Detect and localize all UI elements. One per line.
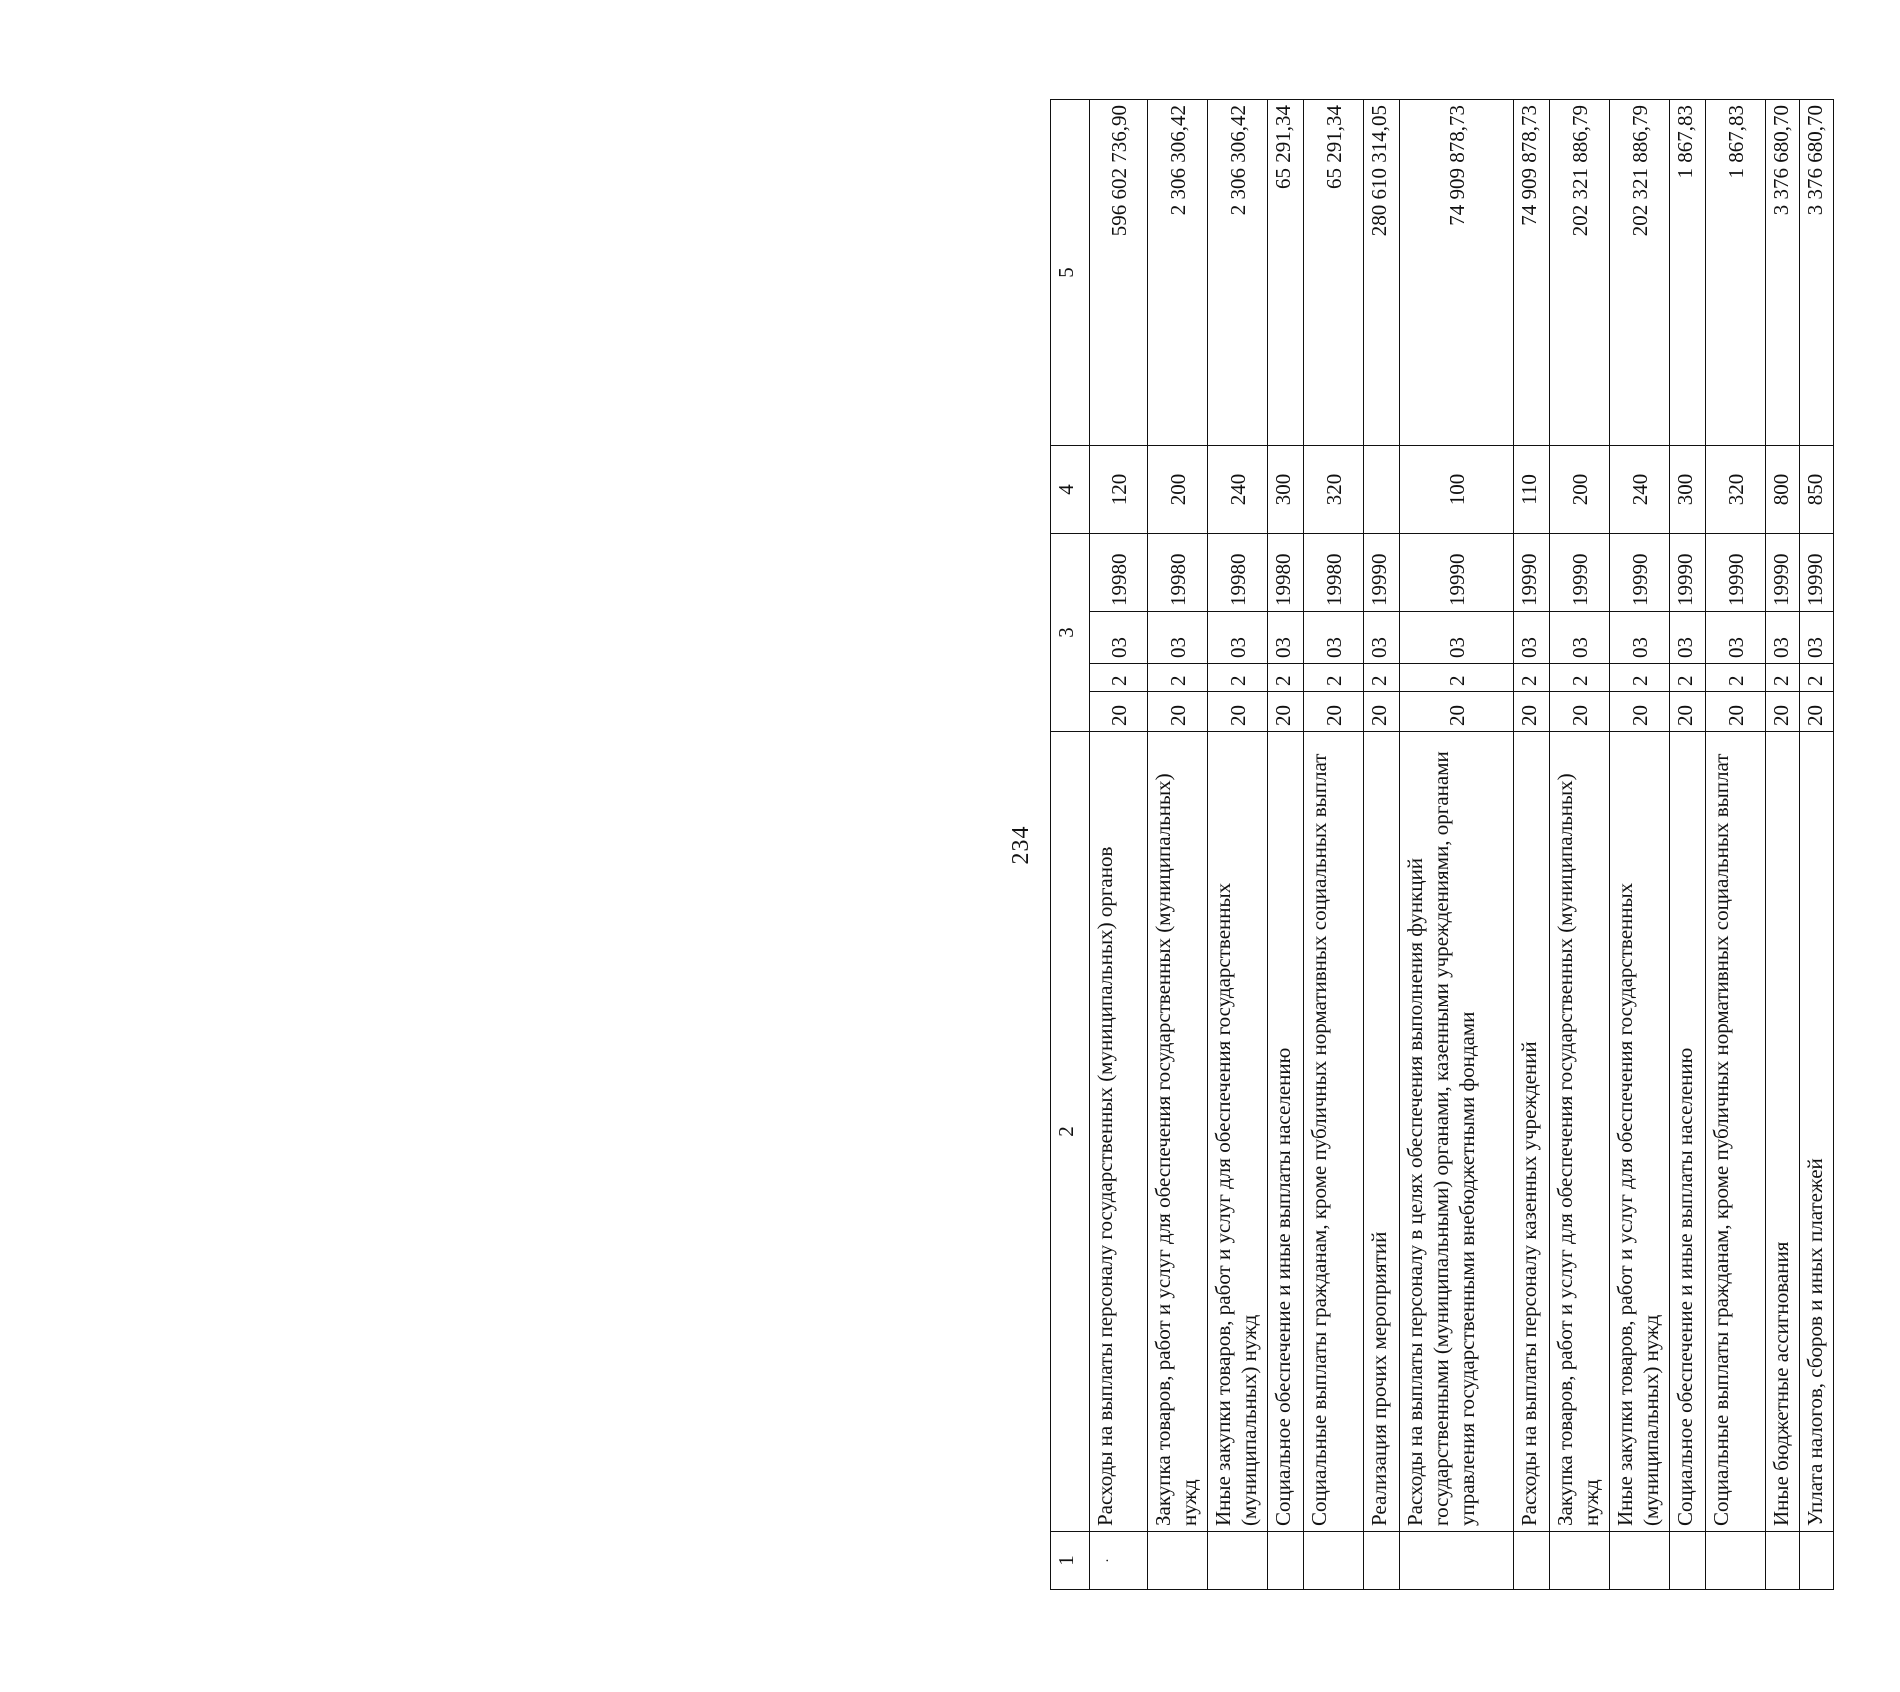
row-number-cell <box>1304 1532 1364 1590</box>
code-direction: 19990 <box>1706 534 1766 612</box>
row-number-cell <box>1800 1532 1834 1590</box>
code-program: 2 <box>1148 664 1208 692</box>
code-direction: 19990 <box>1364 534 1400 612</box>
row-amount: 65 291,34 <box>1268 100 1304 446</box>
row-amount: 65 291,34 <box>1304 100 1364 446</box>
code-section: 20 <box>1550 692 1610 732</box>
code-direction: 19980 <box>1268 534 1304 612</box>
row-number-cell <box>1670 1532 1706 1590</box>
row-expense-type: 100 <box>1400 446 1514 534</box>
row-amount: 74 909 878,73 <box>1400 100 1514 446</box>
code-section: 20 <box>1610 692 1670 732</box>
row-number-cell <box>1400 1532 1514 1590</box>
code-direction: 19990 <box>1514 534 1550 612</box>
row-number-cell <box>1766 1532 1800 1590</box>
row-expense-type: 300 <box>1268 446 1304 534</box>
row-description: Иные закупки товаров, работ и услуг для обеспечения государственных (муниципальных) нужд <box>1208 732 1268 1532</box>
row-number-cell <box>1208 1532 1268 1590</box>
row-description: Расходы на выплаты персоналу казенных учреждений <box>1514 732 1550 1532</box>
code-subprogram: 03 <box>1304 612 1364 664</box>
row-expense-type: 300 <box>1670 446 1706 534</box>
code-section: 20 <box>1766 692 1800 732</box>
code-program: 2 <box>1800 664 1834 692</box>
code-direction: 19980 <box>1090 534 1148 612</box>
row-expense-type: 120 <box>1090 446 1148 534</box>
row-number-cell: . <box>1090 1532 1148 1590</box>
row-description: Закупка товаров, работ и услуг для обеспечения государственных (муниципальных) нужд <box>1148 732 1208 1532</box>
code-section: 20 <box>1304 692 1364 732</box>
code-program: 2 <box>1090 664 1148 692</box>
code-program: 2 <box>1208 664 1268 692</box>
row-amount: 1 867,83 <box>1706 100 1766 446</box>
header-col-3: 3 <box>1051 534 1090 732</box>
header-col-5: 5 <box>1051 100 1090 446</box>
code-section: 20 <box>1514 692 1550 732</box>
table-row <box>1706 100 1766 1590</box>
row-amount: 3 376 680,70 <box>1800 100 1834 446</box>
table-row <box>1800 100 1834 1590</box>
code-direction: 19990 <box>1800 534 1834 612</box>
code-program: 2 <box>1670 664 1706 692</box>
code-section: 20 <box>1090 692 1148 732</box>
table-row <box>1090 100 1148 1590</box>
code-section: 20 <box>1670 692 1706 732</box>
code-program: 2 <box>1268 664 1304 692</box>
row-expense-type: 800 <box>1766 446 1800 534</box>
code-subprogram: 03 <box>1364 612 1400 664</box>
code-section: 20 <box>1706 692 1766 732</box>
row-amount: 2 306 306,42 <box>1208 100 1268 446</box>
row-amount: 1 867,83 <box>1670 100 1706 446</box>
table-row <box>1514 100 1550 1590</box>
header-col-4: 4 <box>1051 446 1090 534</box>
table-row <box>1304 100 1364 1590</box>
code-subprogram: 03 <box>1766 612 1800 664</box>
code-program: 2 <box>1400 664 1514 692</box>
code-direction: 19980 <box>1208 534 1268 612</box>
row-amount: 280 610 314,05 <box>1364 100 1400 446</box>
code-section: 20 <box>1400 692 1514 732</box>
code-direction: 19980 <box>1148 534 1208 612</box>
code-subprogram: 03 <box>1208 612 1268 664</box>
rotated-page <box>1000 60 1900 1630</box>
row-description: Расходы на выплаты персоналу в целях обеспечения выполнения функций государственными (муниципальными) органами, казенными учреждениями, органами управления государственными внебюджетными фондами <box>1400 732 1514 1532</box>
code-program: 2 <box>1364 664 1400 692</box>
table-row <box>1670 100 1706 1590</box>
code-subprogram: 03 <box>1670 612 1706 664</box>
code-direction: 19990 <box>1766 534 1800 612</box>
row-amount: 74 909 878,73 <box>1514 100 1550 446</box>
row-amount: 202 321 886,79 <box>1550 100 1610 446</box>
row-description: Уплата налогов, сборов и иных платежей <box>1800 732 1834 1532</box>
code-subprogram: 03 <box>1268 612 1304 664</box>
row-number-cell <box>1706 1532 1766 1590</box>
table-row <box>1610 100 1670 1590</box>
row-number-cell <box>1364 1532 1400 1590</box>
row-description: Иные закупки товаров, работ и услуг для обеспечения государственных (муниципальных) нужд <box>1610 732 1670 1532</box>
code-subprogram: 03 <box>1800 612 1834 664</box>
header-col-2: 2 <box>1051 732 1090 1532</box>
row-description: Реализация прочих мероприятий <box>1364 732 1400 1532</box>
row-expense-type: 200 <box>1550 446 1610 534</box>
code-section: 20 <box>1268 692 1304 732</box>
table-row <box>1208 100 1268 1590</box>
row-number-cell <box>1148 1532 1208 1590</box>
code-program: 2 <box>1550 664 1610 692</box>
budget-table <box>1050 99 1834 1590</box>
row-expense-type: 320 <box>1304 446 1364 534</box>
code-section: 20 <box>1148 692 1208 732</box>
code-section: 20 <box>1800 692 1834 732</box>
row-number-cell <box>1514 1532 1550 1590</box>
row-amount: 3 376 680,70 <box>1766 100 1800 446</box>
code-direction: 19990 <box>1670 534 1706 612</box>
row-amount: 596 602 736,90 <box>1090 100 1148 446</box>
row-expense-type: 850 <box>1800 446 1834 534</box>
row-description: Социальное обеспечение и иные выплаты населению <box>1670 732 1706 1532</box>
code-direction: 19990 <box>1400 534 1514 612</box>
code-subprogram: 03 <box>1148 612 1208 664</box>
row-description: Социальные выплаты гражданам, кроме публичных нормативных социальных выплат <box>1706 732 1766 1532</box>
code-program: 2 <box>1706 664 1766 692</box>
table-row <box>1400 100 1514 1590</box>
row-expense-type: 200 <box>1148 446 1208 534</box>
table-row <box>1364 100 1400 1590</box>
code-direction: 19990 <box>1550 534 1610 612</box>
code-program: 2 <box>1514 664 1550 692</box>
code-subprogram: 03 <box>1514 612 1550 664</box>
table-row <box>1550 100 1610 1590</box>
code-section: 20 <box>1364 692 1400 732</box>
code-program: 2 <box>1304 664 1364 692</box>
code-program: 2 <box>1766 664 1800 692</box>
code-subprogram: 03 <box>1400 612 1514 664</box>
row-amount: 2 306 306,42 <box>1148 100 1208 446</box>
table-row <box>1268 100 1304 1590</box>
table-row <box>1148 100 1208 1590</box>
row-description: Расходы на выплаты персоналу государственных (муниципальных) органов <box>1090 732 1148 1532</box>
row-number-cell <box>1550 1532 1610 1590</box>
row-amount: 202 321 886,79 <box>1610 100 1670 446</box>
code-program: 2 <box>1610 664 1670 692</box>
row-description: Закупка товаров, работ и услуг для обеспечения государственных (муниципальных) нужд <box>1550 732 1610 1532</box>
code-subprogram: 03 <box>1550 612 1610 664</box>
table-header-row <box>1051 100 1090 1590</box>
table-row <box>1766 100 1800 1590</box>
code-direction: 19990 <box>1610 534 1670 612</box>
row-expense-type: 320 <box>1706 446 1766 534</box>
page-number: 234 <box>1008 825 1034 865</box>
row-expense-type: 240 <box>1208 446 1268 534</box>
row-expense-type: 110 <box>1514 446 1550 534</box>
row-number-cell <box>1610 1532 1670 1590</box>
code-section: 20 <box>1208 692 1268 732</box>
code-direction: 19980 <box>1304 534 1364 612</box>
row-number-cell <box>1268 1532 1304 1590</box>
row-description: Социальное обеспечение и иные выплаты населению <box>1268 732 1304 1532</box>
code-subprogram: 03 <box>1706 612 1766 664</box>
row-expense-type: 240 <box>1610 446 1670 534</box>
code-subprogram: 03 <box>1610 612 1670 664</box>
row-description: Социальные выплаты гражданам, кроме публичных нормативных социальных выплат <box>1304 732 1364 1532</box>
header-col-1: 1 <box>1051 1532 1090 1590</box>
row-expense-type <box>1364 446 1400 534</box>
row-description: Иные бюджетные ассигнования <box>1766 732 1800 1532</box>
code-subprogram: 03 <box>1090 612 1148 664</box>
